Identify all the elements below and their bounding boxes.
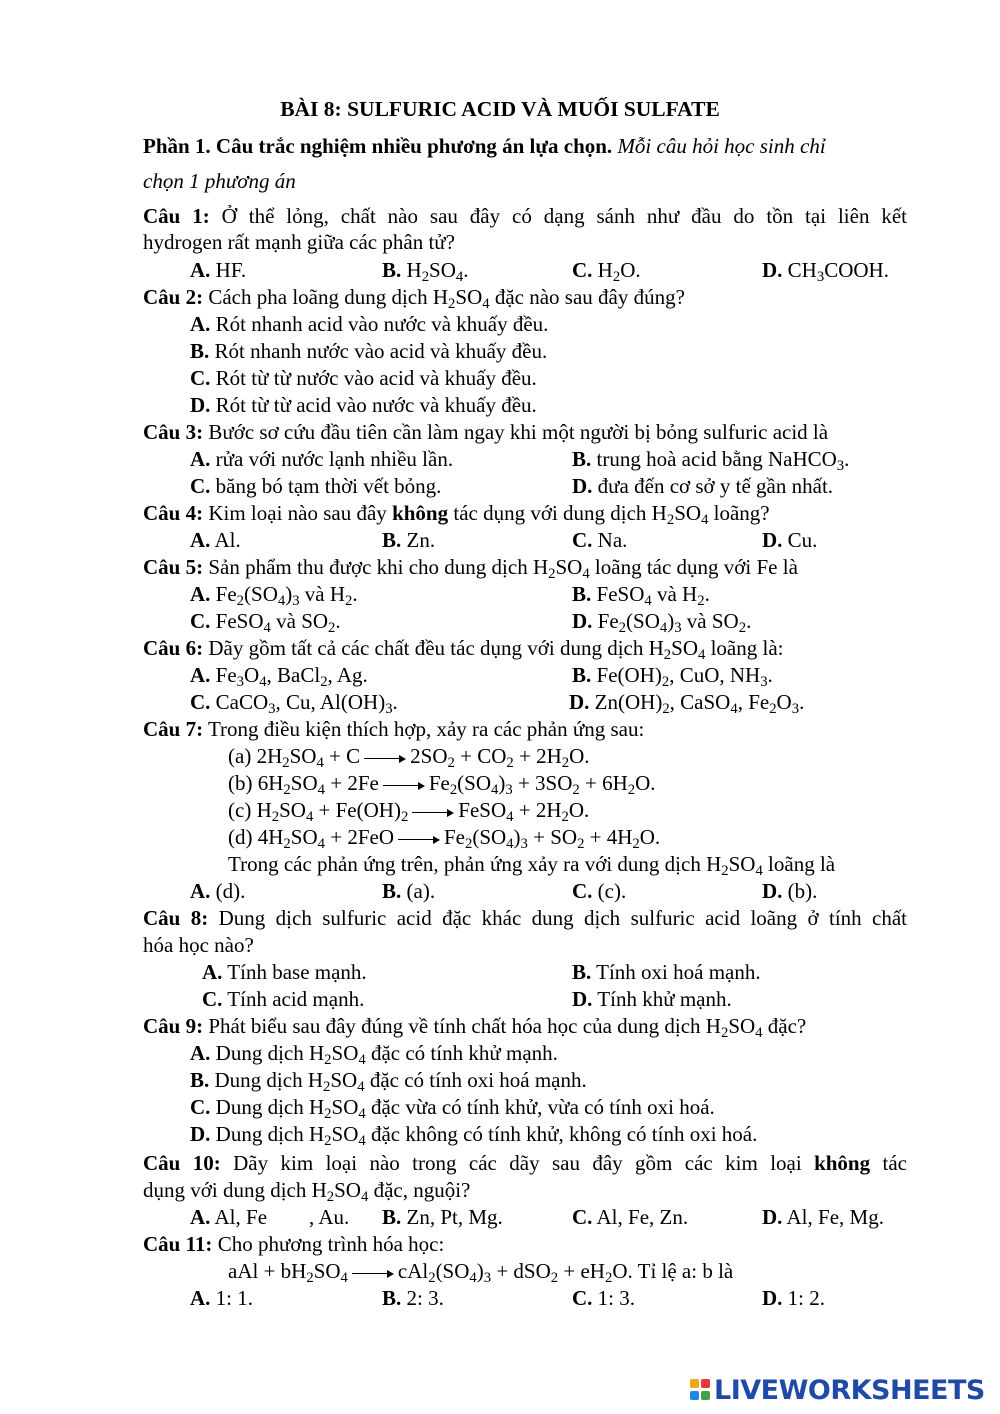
q1-option-b[interactable]: B. $H_2SO_4$. [382,258,469,286]
q7-closing: Trong các phản ứng trên, phản ứng xảy ra với dung dịch $H_2SO_4$ loãng là [228,852,836,880]
q8-option-d[interactable]: D. Tính khử mạnh. [572,987,732,1011]
q10-option-d[interactable]: D. Al, Fe, Mg. [762,1205,884,1229]
q2-option-d[interactable]: D. Rót từ từ acid vào nước và khuấy đều. [190,393,537,417]
logo-mark-icon [690,1377,712,1403]
liveworksheets-logo[interactable] [690,1372,985,1408]
q8-option-c[interactable]: C. Tính acid mạnh. [202,987,365,1011]
question-8-cont: hóa học nào? [143,933,254,957]
q5-option-d[interactable]: D. $Fe_2(SO_4)_3$ và $SO_2$. [572,609,752,637]
q5-option-a[interactable]: A. $Fe_2(SO_4)_3$ và $H_2$. [190,582,358,610]
q5-option-c[interactable]: C. FeSO$_4$ và $SO_2$. [190,609,341,637]
q4-option-a[interactable]: A. Al. [190,528,241,552]
q6-option-c[interactable]: C. CaCO$_3$, Cu, $Al(OH)_3$. [190,690,398,718]
question-11: Câu 11: Cho phương trình hóa học: [143,1232,445,1256]
q1-option-a[interactable]: A. HF. [190,258,247,282]
question-1: Câu 1: Ở thể lỏng, chất nào sau đây có dạng sánh như đầu do tồn tại liên kết [143,204,908,228]
question-6: Câu 6: Dãy gồm tất cả các chất đều tác dụng với dung dịch $H_2SO_4$ loãng là: [143,636,784,664]
q6-option-d[interactable]: D. $Zn(OH)_2$, CaSO$_4$, $Fe_2O_3$. [569,690,805,718]
q8-option-a[interactable]: A. Tính base mạnh. [202,960,367,984]
q1-option-c[interactable]: C. $H_2O$. [572,258,641,286]
question-8: Câu 8: Dung dịch sulfuric acid đặc khác dung dịch sulfuric acid loãng ở tính chất [143,906,908,930]
question-2: Câu 2: Cách pha loãng dung dịch $H_2SO_4$ đặc nào sau đây đúng? [143,285,685,313]
question-10-cont: dụng với dung dịch $H_2SO_4$ đặc, nguội? [143,1178,471,1206]
q9-option-b[interactable]: B. Dung dịch $H_2SO_4$ đặc có tính oxi hoá mạnh. [190,1068,587,1096]
question-9: Câu 9: Phát biểu sau đây đúng về tính chất hóa học của dung dịch $H_2SO_4$ đặc? [143,1014,807,1042]
q7-option-c[interactable]: C. (c). [572,879,627,903]
question-3: Câu 3: Bước sơ cứu đầu tiên cần làm ngay khi một người bị bỏng sulfuric acid là [143,420,829,444]
reaction-arrow-icon [383,780,425,790]
q11-equation: aAl + $bH_2SO_4$ $cAl_2(SO_4)_3 + dSO_2 + eH_2O$. Tỉ lệ a: b là [228,1259,734,1287]
q11-option-c[interactable]: C. 1: 3. [572,1286,636,1310]
q7-reaction-b: (b) $6H_2SO_4 + 2Fe$ $Fe_2(SO_4)_3 + 3SO_2 + 6H_2O$. [228,771,656,799]
q10-option-a[interactable]: A. Al, Fe , Au. [190,1205,350,1229]
q5-option-b[interactable]: B. FeSO$_4$ và $H_2$. [572,582,710,610]
q3-option-a[interactable]: A. rửa với nước lạnh nhiều lần. [190,447,454,471]
section-heading: Phần 1. Câu trắc nghiệm nhiều phương án lựa chọn. Mỗi câu hỏi học sinh chỉ [143,134,826,158]
question-5: Câu 5: Sản phẩm thu được khi cho dung dịch $H_2SO_4$ loãng tác dụng với Fe là [143,555,798,583]
q9-option-a[interactable]: A. Dung dịch $H_2SO_4$ đặc có tính khử mạnh. [190,1041,558,1069]
reaction-arrow-icon [352,1268,394,1278]
q3-option-d[interactable]: D. đưa đến cơ sở y tế gần nhất. [572,474,834,498]
q1-option-d[interactable]: D. $CH_3COOH$. [762,258,889,286]
q2-option-b[interactable]: B. Rót nhanh nước vào acid và khuấy đều. [190,339,548,363]
q4-option-b[interactable]: B. Zn. [382,528,436,552]
q7-reaction-a: (a) $2H_2SO_4 + C$ $2SO_2 + CO_2 + 2H_2O$. [228,744,590,772]
reaction-arrow-icon [398,834,440,844]
q7-reaction-d: (d) $4H_2SO_4 + 2FeO$ $Fe_2(SO_4)_3 + SO_2 + 4H_2O$. [228,825,661,853]
q7-option-d[interactable]: D. (b). [762,879,818,903]
question-10: Câu 10: Dãy kim loại nào trong các dãy sau đây gồm các kim loại không tác [143,1151,907,1175]
q3-option-c[interactable]: C. băng bó tạm thời vết bỏng. [190,474,442,498]
q10-option-c[interactable]: C. Al, Fe, Zn. [572,1205,689,1229]
reaction-arrow-icon [364,753,406,763]
q9-option-d[interactable]: D. Dung dịch $H_2SO_4$ đặc không có tính khử, không có tính oxi hoá. [190,1122,758,1150]
brand-name: LIVEWORKSHEETS [714,1374,985,1406]
q7-option-b[interactable]: B. (a). [382,879,436,903]
q11-option-a[interactable]: A. 1: 1. [190,1286,254,1310]
q4-option-c[interactable]: C. Na. [572,528,628,552]
q6-option-a[interactable]: A. $Fe_3O_4$, BaCl$_2$, Ag. [190,663,368,691]
q11-option-d[interactable]: D. 1: 2. [762,1286,826,1310]
q4-option-d[interactable]: D. Cu. [762,528,818,552]
q7-reaction-c: (c) $H_2SO_4 + Fe(OH)_2$ FeSO$_4$ + $2H_2O$. [228,798,590,826]
q2-option-c[interactable]: C. Rót từ từ nước vào acid và khuấy đều. [190,366,537,390]
q11-option-b[interactable]: B. 2: 3. [382,1286,444,1310]
q3-option-b[interactable]: B. trung hoà acid bằng NaHCO$_3$. [572,447,850,475]
question-1-cont: hydrogen rất mạnh giữa các phân tử? [143,230,455,254]
section-heading-cont: chọn 1 phương án [143,169,296,193]
q2-option-a[interactable]: A. Rót nhanh acid vào nước và khuấy đều. [190,312,549,336]
q8-option-b[interactable]: B. Tính oxi hoá mạnh. [572,960,761,984]
q6-option-b[interactable]: B. $Fe(OH)_2$, CuO, $NH_3$. [572,663,773,691]
q10-option-b[interactable]: B. Zn, Pt, Mg. [382,1205,503,1229]
question-7: Câu 7: Trong điều kiện thích hợp, xảy ra các phản ứng sau: [143,717,645,741]
reaction-arrow-icon [412,807,454,817]
q9-option-c[interactable]: C. Dung dịch $H_2SO_4$ đặc vừa có tính khử, vừa có tính oxi hoá. [190,1095,715,1123]
page-title: BÀI 8: SULFURIC ACID VÀ MUỐI SULFATE [280,97,720,121]
question-4: Câu 4: Kim loại nào sau đây không tác dụng với dung dịch $H_2SO_4$ loãng? [143,501,770,529]
q7-option-a[interactable]: A. (d). [190,879,246,903]
